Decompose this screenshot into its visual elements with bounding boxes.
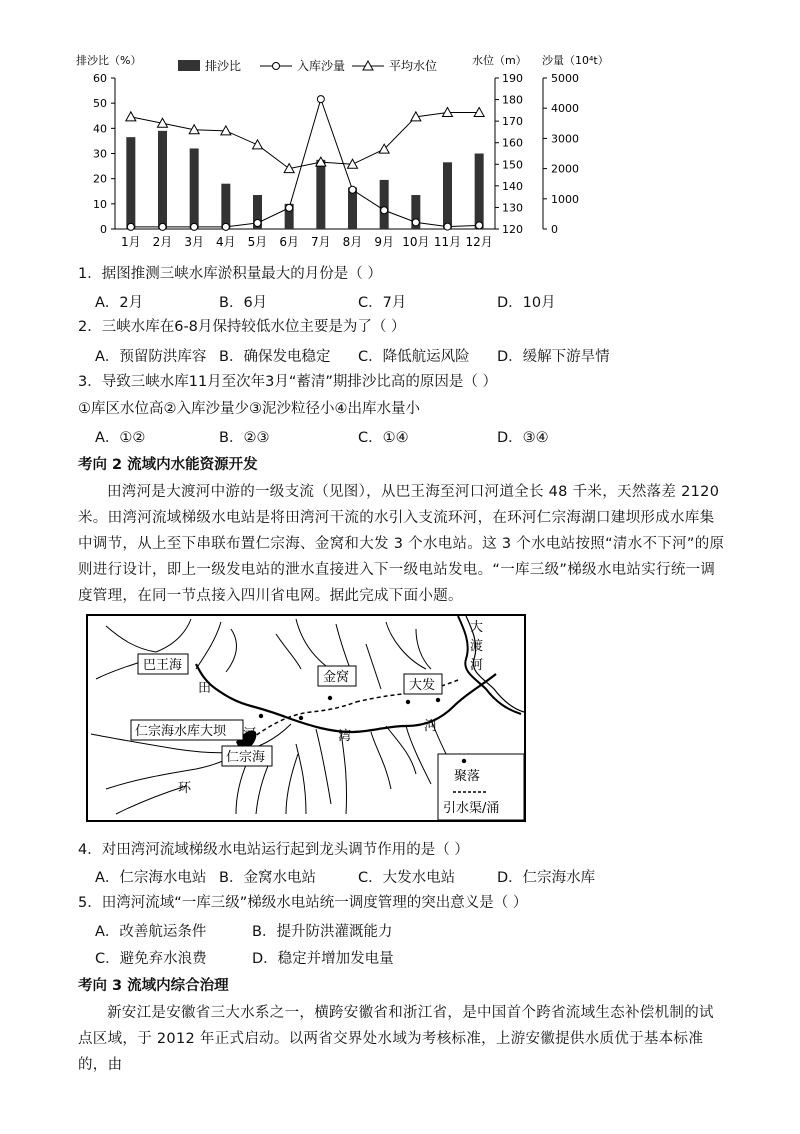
sediment-tick-label: 0 (551, 223, 558, 236)
x-tick-label: 10月 (402, 235, 430, 249)
question-1-option-a: A．2月 (95, 295, 144, 311)
bar-sediment-ratio (190, 148, 199, 229)
sediment-tick-label: 2000 (551, 162, 579, 176)
legend-bar-swatch (178, 60, 200, 71)
x-tick-label: 7月 (311, 235, 331, 249)
question-4-option-c: C．大发水电站 (358, 870, 456, 886)
map-label-da: 大 (470, 620, 484, 635)
left-tick-label: 0 (100, 223, 107, 236)
question-4-option-a: A．仁宗海水电站 (95, 870, 207, 886)
left-tick-label: 10 (93, 197, 107, 211)
legend-inflow-label: 入库沙量 (297, 59, 346, 73)
water-tick-label: 150 (502, 158, 523, 172)
section-2-heading: 考向 2 流域内水能资源开发 (78, 457, 258, 473)
x-tick-label: 4月 (216, 235, 236, 249)
question-2-stem: 2．三峡水库在6-8月保持较低水位主要是为了（ ） (78, 319, 406, 335)
sediment-tick-label: 3000 (551, 132, 579, 146)
point-water-level (126, 112, 136, 121)
sediment-axis-title: 沙量（10⁴t） (542, 54, 609, 67)
left-tick-label: 20 (93, 172, 107, 186)
point-sediment-inflow (222, 223, 229, 230)
question-5-option-a: A．改善航运条件 (95, 924, 207, 940)
legend-canal-label: 引水渠/涌 (443, 801, 500, 816)
point-sediment-inflow (191, 223, 198, 230)
left-tick-label: 30 (93, 147, 107, 161)
question-2-option-b: B．确保发电稳定 (219, 349, 331, 365)
question-3-statements: ①库区水位高②入库沙量少③泥沙粒径小④出库水量小 (78, 401, 420, 417)
sediment-tick-label: 4000 (551, 102, 579, 116)
question-3-option-d: D．③④ (497, 430, 549, 446)
water-tick-label: 140 (502, 179, 523, 193)
water-axis-title: 水位（m） (472, 54, 527, 67)
x-tick-label: 6月 (279, 235, 299, 249)
question-1-stem: 1．据图推测三峡水库淤积量最大的月份是（ ） (78, 266, 382, 282)
question-3-option-b: B．②③ (219, 430, 270, 446)
section-3-heading: 考向 3 流域内综合治理 (78, 978, 229, 994)
sediment-chart (60, 40, 620, 255)
point-water-level (253, 140, 263, 149)
question-1-option-b: B．6月 (219, 295, 268, 311)
question-5-option-c: C．避免弃水浪费 (95, 951, 207, 967)
map-label-renzonghai: 仁宗海 (226, 750, 266, 765)
left-axis-title: 排沙比（%） (76, 54, 142, 67)
question-2-option-d: D．缓解下游旱情 (497, 349, 610, 365)
map-label-wan: 湾 (338, 729, 352, 744)
water-tick-label: 120 (502, 223, 523, 236)
question-4-option-b: B．金窝水电站 (219, 870, 316, 886)
water-tick-label: 190 (502, 72, 523, 85)
question-1-option-d: D．10月 (497, 295, 556, 311)
point-sediment-inflow (286, 204, 293, 211)
point-sediment-inflow (444, 223, 451, 230)
bar-sediment-ratio (221, 184, 230, 229)
x-tick-label: 2月 (152, 235, 173, 249)
map-label-tian: 田 (198, 681, 212, 696)
x-tick-label: 9月 (374, 235, 394, 249)
bar-sediment-ratio (158, 131, 167, 229)
line-water-level (131, 113, 479, 169)
question-2-option-a: A．预留防洪库容 (95, 349, 207, 365)
legend-settlement-icon (462, 759, 466, 763)
water-tick-label: 180 (502, 93, 523, 107)
line-sediment-inflow (131, 99, 479, 227)
x-tick-label: 3月 (184, 235, 204, 249)
x-tick-label: 5月 (247, 235, 268, 249)
map-label-bawanghai: 巴王海 (143, 658, 183, 673)
legend-bar-label: 排沙比 (205, 59, 242, 73)
question-2-option-c: C．降低航运风险 (358, 349, 470, 365)
chart-plot-layer (76, 53, 609, 249)
question-5-stem: 5．田湾河流域“一库三级”梯级水电站统一调度管理的突出意义是（ ） (78, 895, 528, 911)
question-4-stem: 4．对田湾河流域梯级水电站运行起到龙头调节作用的是（ ） (78, 842, 469, 858)
bar-sediment-ratio (475, 154, 484, 230)
left-tick-label: 60 (93, 72, 107, 85)
left-tick-label: 50 (93, 97, 107, 111)
x-tick-label: 1月 (121, 235, 141, 249)
bar-sediment-ratio (380, 180, 389, 229)
point-sediment-inflow (127, 223, 134, 230)
legend-settlement-label: 聚落 (454, 769, 481, 784)
question-1-option-c: C．7月 (358, 295, 407, 311)
point-sediment-inflow (349, 186, 356, 193)
point-sediment-inflow (254, 219, 261, 226)
map-label-jinwo: 金窝 (323, 670, 350, 685)
question-3-option-c: C．①④ (358, 430, 409, 446)
point-sediment-inflow (159, 223, 166, 230)
water-tick-label: 130 (502, 201, 523, 215)
question-5-option-b: B．提升防洪灌溉能力 (252, 924, 393, 940)
point-sediment-inflow (381, 207, 388, 214)
point-sediment-inflow (476, 222, 483, 229)
map-label-du: 渡 (470, 639, 484, 654)
bar-sediment-ratio (316, 160, 325, 229)
map-label-dafa: 大发 (409, 678, 436, 693)
x-tick-label: 12月 (465, 235, 493, 249)
bar-sediment-ratio (126, 137, 135, 229)
legend-water-label: 平均水位 (389, 59, 438, 73)
point-sediment-inflow (412, 219, 419, 226)
bar-sediment-ratio (443, 162, 452, 229)
section-3-paragraph: 新安江是安徽省三大水系之一，横跨安徽省和浙江省，是中国首个跨省流域生态补偿机制的试点区域，于 2012 年正式启动。以两省交界处水域为考核标准，上游安徽提供水质优于基本标准的，由 (78, 1005, 714, 1073)
tianwan-river-map (86, 614, 526, 822)
question-5-option-d: D．稳定并增加发电量 (252, 951, 394, 967)
left-tick-label: 40 (93, 122, 107, 136)
point-sediment-inflow (317, 96, 324, 103)
question-3-stem: 3．导致三峡水库11月至次年3月“蓄清”期排沙比高的原因是（ ） (78, 374, 498, 390)
map-label-he2: 河 (424, 719, 438, 734)
map-label-he1: 河 (243, 727, 257, 742)
sediment-tick-label: 1000 (551, 192, 579, 206)
x-tick-label: 11月 (433, 235, 462, 249)
water-tick-label: 170 (502, 115, 523, 129)
water-tick-label: 160 (502, 136, 523, 150)
map-label-dam: 仁宗海水库大坝 (135, 724, 227, 739)
x-tick-label: 8月 (342, 235, 363, 249)
question-3-option-a: A．①② (95, 430, 146, 446)
map-label-he3: 河 (470, 658, 484, 673)
map-label-huan: 环 (178, 781, 192, 796)
sediment-tick-label: 5000 (551, 72, 579, 85)
legend-inflow-marker (273, 63, 280, 70)
question-4-option-d: D．仁宗海水库 (497, 870, 596, 886)
section-2-paragraph: 田湾河是大渡河中游的一级支流（见图），从巴王海至河口河道全长 48 千米，天然落差 2120 米。田湾河流域梯级水电站是将田湾河干流的水引入支流环河，在环河仁宗海湖口建坝形成水库集中调节，从上至下串联布置仁宗海、金窝和大发 3 个水电站。这 3 个水电站按照“清水不下河”的原则进行设计，即上一级发电站的泄水直接进入下一级电站发电。“一库三级”梯级水电站实行统一调度管理，在同一节点接入四川省电网。据此完成下面小题。 (78, 484, 725, 604)
